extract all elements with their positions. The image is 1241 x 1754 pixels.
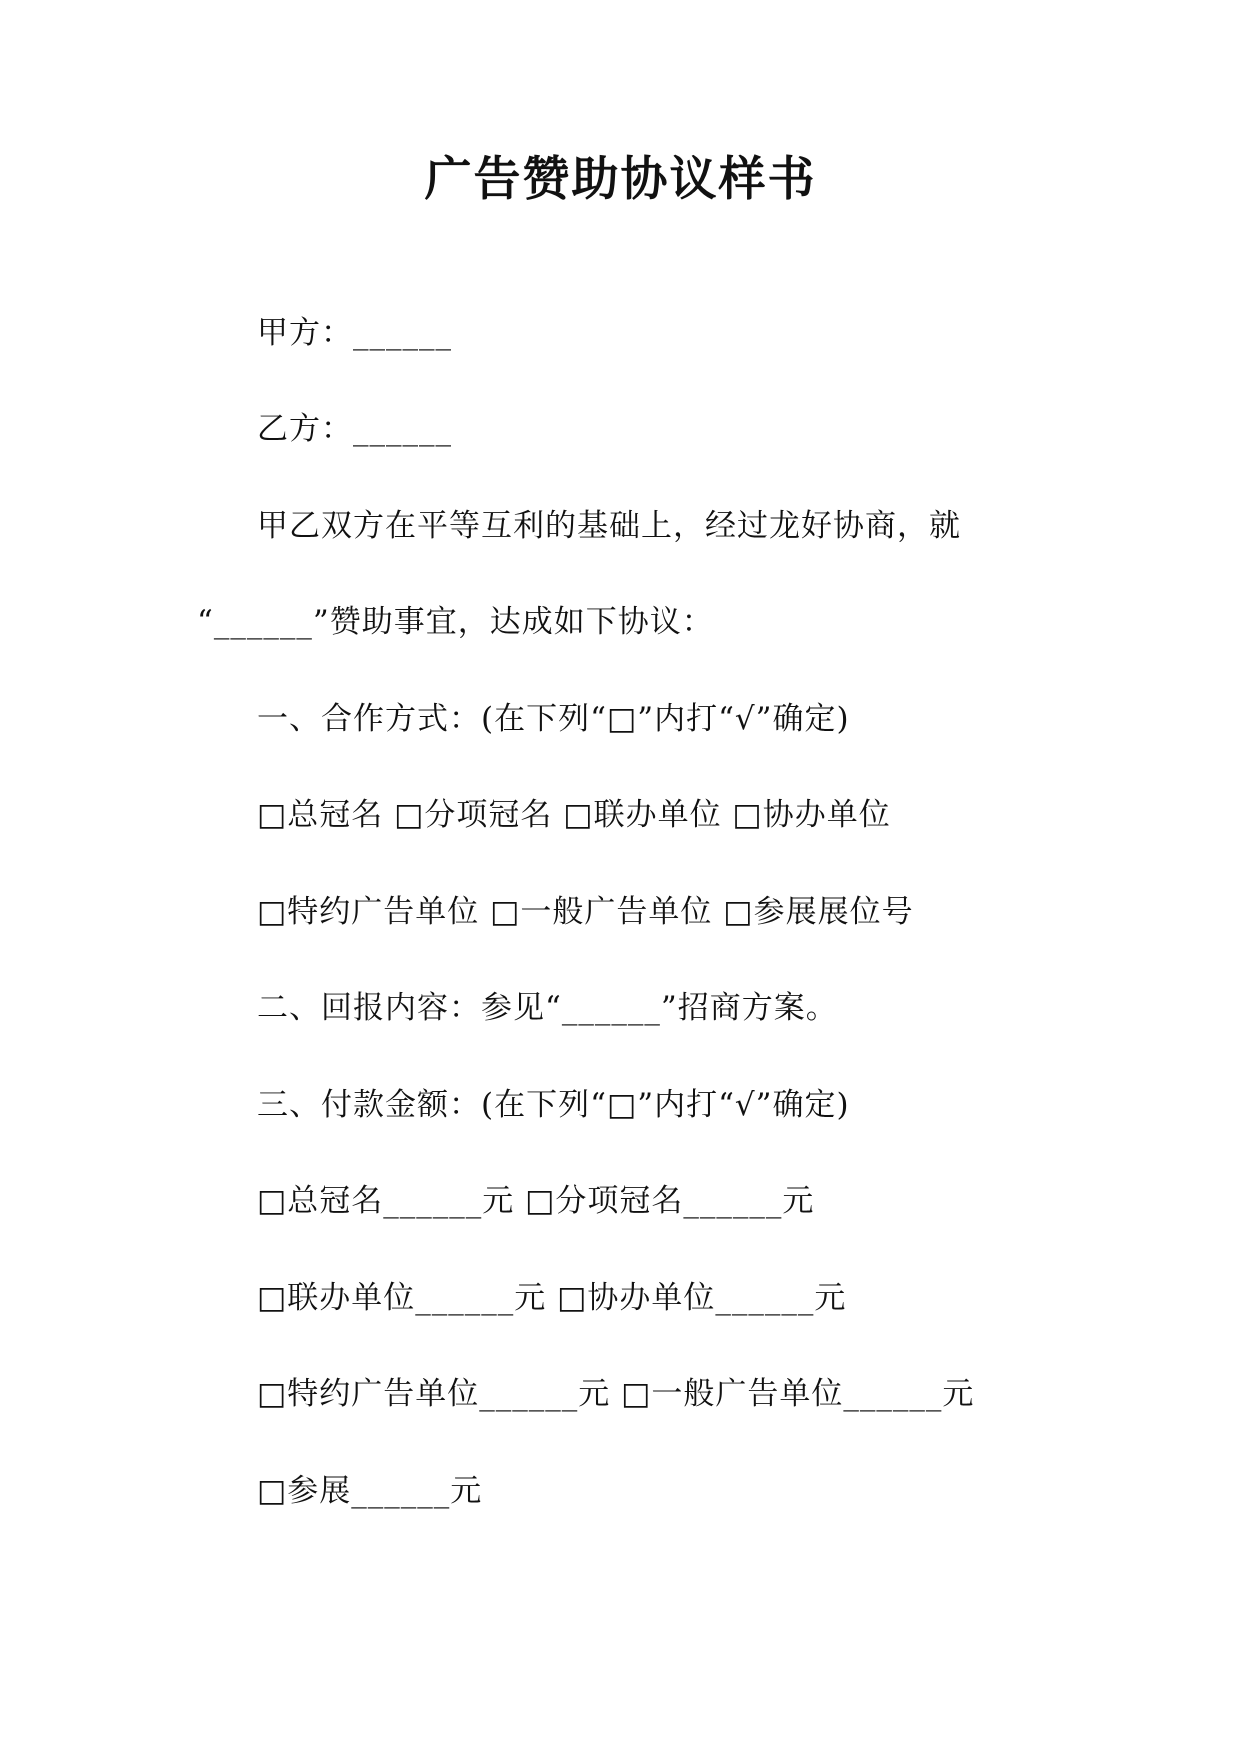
payment-options-row-2: □联办单位______元 □协办单位______元 <box>257 1280 847 1316</box>
payment-options-row-1: □总冠名______元 □分项冠名______元 <box>257 1183 815 1219</box>
payment-options-row-3: □特约广告单位______元 □一般广告单位______元 <box>257 1376 975 1412</box>
cooperation-options-row-1: □总冠名 □分项冠名 □联办单位 □协办单位 <box>257 797 891 833</box>
document-title: 广告赞助协议样书 <box>424 152 817 207</box>
cooperation-options-row-2: □特约广告单位 □一般广告单位 □参展展位号 <box>257 894 914 930</box>
preamble-line-2: “______”赞助事宜，达成如下协议： <box>197 604 714 640</box>
section-3-heading: 三、付款金额：(在下列“□”内打“√”确定) <box>257 1087 850 1123</box>
payment-options-row-4: □参展______元 <box>257 1473 483 1509</box>
party-a-line: 甲方：______ <box>257 315 452 351</box>
section-1-heading: 一、合作方式：(在下列“□”内打“√”确定) <box>257 701 850 737</box>
party-b-line: 乙方：______ <box>257 411 452 447</box>
section-2-heading: 二、回报内容：参见“______”招商方案。 <box>257 990 838 1026</box>
preamble-line-1: 甲乙双方在平等互利的基础上，经过龙好协商，就 <box>257 508 961 544</box>
